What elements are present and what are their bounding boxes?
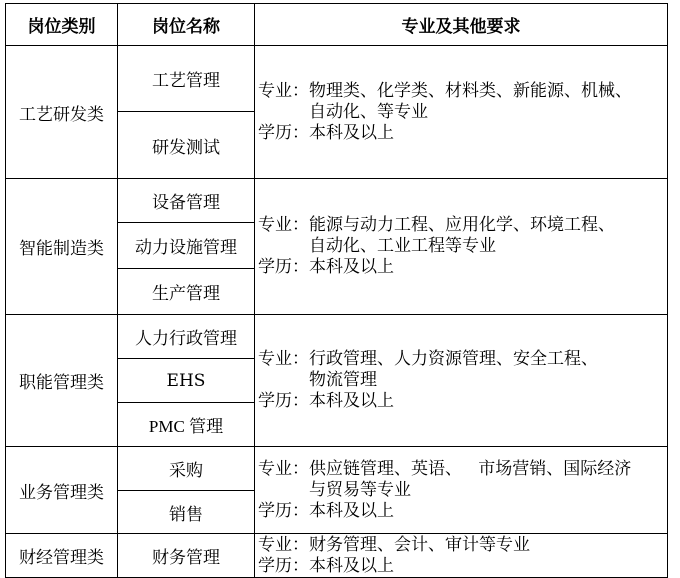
education-text: 本科及以上 (309, 257, 394, 277)
education-label: 学历： (258, 391, 309, 411)
position-cell: 销售 (118, 491, 255, 534)
position-cell: EHS (118, 359, 255, 403)
education-text: 本科及以上 (309, 122, 394, 143)
table-row (6, 179, 668, 223)
education-label: 学历： (258, 555, 309, 576)
position-cell: 生产管理 (118, 269, 255, 315)
position-cell: 财务管理 (118, 534, 255, 578)
education-label: 学历： (258, 257, 309, 277)
major-text: 自动化、等专业 (309, 101, 428, 122)
position-cell: 人力行政管理 (118, 315, 255, 359)
requirements-cell (255, 447, 668, 534)
table-row (6, 534, 668, 578)
education-label: 学历： (258, 500, 309, 521)
requirements-cell (255, 46, 668, 179)
position-cell: 动力设施管理 (118, 223, 255, 269)
education-text: 本科及以上 (309, 391, 394, 411)
requirements-cell (255, 179, 668, 315)
requirements-cell (255, 315, 668, 447)
education-label: 学历： (258, 122, 309, 143)
major-text: 财务管理、会计、审计等专业 (309, 534, 530, 555)
major-label: 专业： (258, 458, 309, 479)
table-row (6, 447, 668, 491)
position-cell: 研发测试 (118, 112, 255, 179)
education-text: 本科及以上 (309, 500, 394, 521)
major-text: 与贸易等专业 (309, 479, 411, 500)
major-text: 行政管理、人力资源管理、安全工程、 (309, 349, 598, 369)
major-text: 物理类、化学类、材料类、新能源、机械、 (309, 80, 632, 101)
position-cell: 工艺管理 (118, 46, 255, 112)
category-cell: 业务管理类 (6, 447, 118, 534)
major-label: 专业： (258, 349, 309, 369)
category-cell: 智能制造类 (6, 179, 118, 315)
category-cell: 工艺研发类 (6, 46, 118, 179)
category-cell: 职能管理类 (6, 315, 118, 447)
position-cell: PMC 管理 (118, 403, 255, 447)
table-header-row (6, 4, 668, 46)
major-label: 专业： (258, 80, 309, 101)
header-category: 岗位类别 (6, 4, 118, 46)
education-text: 本科及以上 (309, 555, 394, 576)
table-row (6, 46, 668, 112)
position-cell: 采购 (118, 447, 255, 491)
header-position: 岗位名称 (118, 4, 255, 46)
major-text: 物流管理 (309, 370, 377, 390)
job-requirements-table (5, 3, 668, 578)
position-cell: 设备管理 (118, 179, 255, 223)
major-text: 供应链管理、英语、 市场营销、国际经济 (309, 458, 632, 479)
major-label: 专业： (258, 534, 309, 555)
major-text: 自动化、工业工程等专业 (309, 236, 496, 256)
requirements-cell (255, 534, 668, 578)
major-text: 能源与动力工程、应用化学、环境工程、 (309, 215, 615, 235)
major-label: 专业： (258, 215, 309, 235)
header-requirements: 专业及其他要求 (255, 4, 668, 46)
category-cell: 财经管理类 (6, 534, 118, 578)
table-row (6, 315, 668, 359)
